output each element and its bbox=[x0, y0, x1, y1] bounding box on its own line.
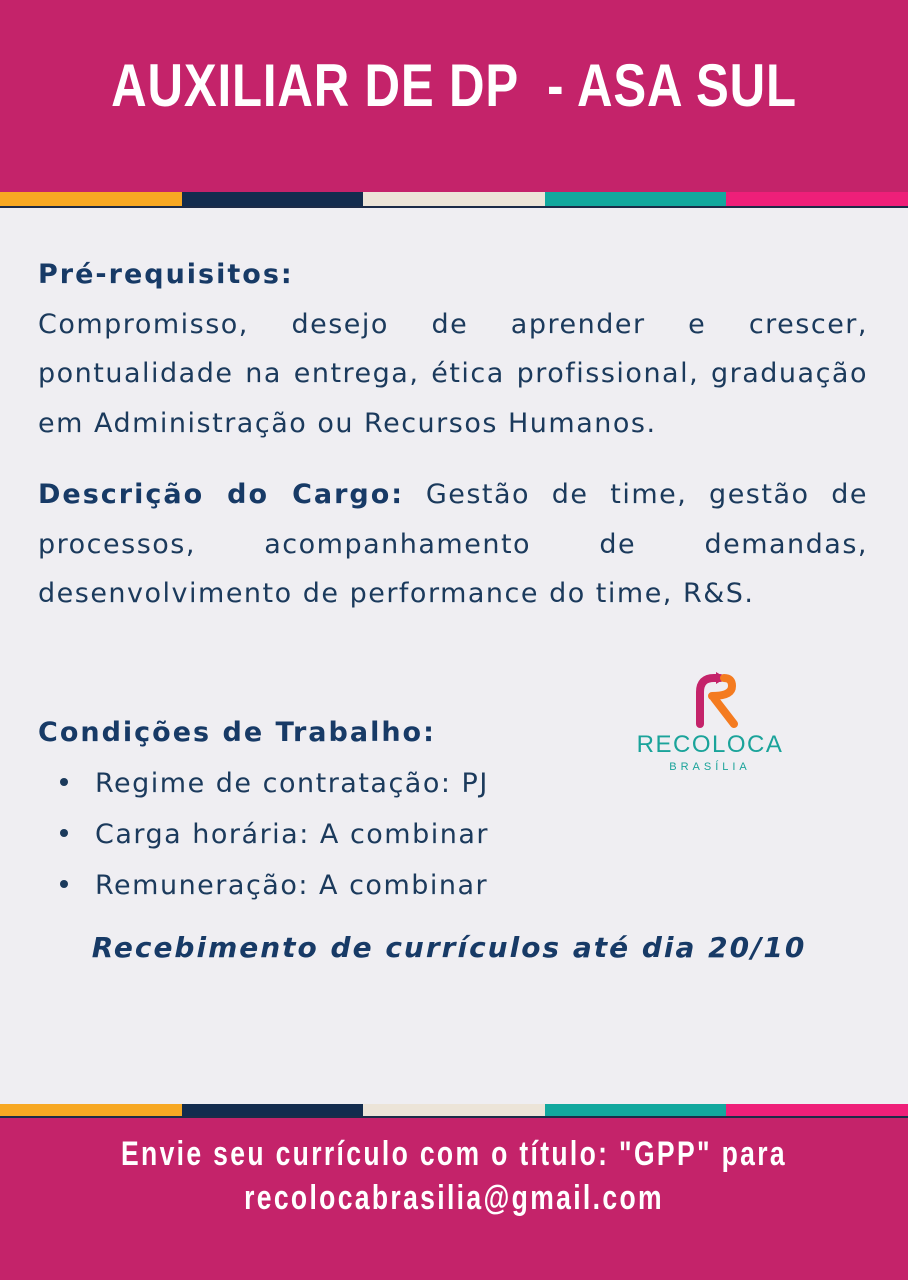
recoloca-r-arrow-logo-icon bbox=[620, 672, 800, 730]
condition-contract: Regime de contratação: PJ bbox=[95, 768, 489, 799]
job-description-text: Gestão de time, gestão de processos, acompanhamento de demandas, desenvolvimento de performance do time, R&S. bbox=[38, 479, 868, 609]
stripe-segment bbox=[545, 192, 727, 206]
stripe-segment bbox=[0, 192, 182, 206]
footer-email: recolocabrasilia@gmail.com bbox=[244, 1179, 664, 1217]
conditions-section bbox=[38, 707, 598, 911]
job-description-heading: Descrição do Cargo: bbox=[38, 479, 405, 510]
footer-line-1: Envie seu currículo com o título: "GPP" para bbox=[121, 1135, 787, 1173]
conditions-heading: Condições de Trabalho: bbox=[38, 717, 436, 748]
prerequisites-text: Compromisso, desejo de aprender e crescer, pontualidade na entrega, ética profissional, graduação em Administração ou Recursos Humanos. bbox=[38, 308, 868, 439]
recoloca-logo bbox=[620, 672, 800, 782]
job-details bbox=[38, 250, 868, 619]
stripe-segment bbox=[182, 192, 364, 206]
prerequisites-heading: Pré-requisitos: bbox=[38, 259, 294, 290]
bullet-icon bbox=[60, 880, 68, 888]
condition-hours: Carga horária: A combinar bbox=[95, 819, 490, 850]
stripe-underline-top bbox=[0, 206, 908, 208]
job-description-section bbox=[38, 470, 868, 619]
list-item bbox=[38, 809, 598, 860]
list-item bbox=[38, 860, 598, 911]
deadline-notice: Recebimento de currículos até dia 20/10 bbox=[91, 931, 807, 964]
condition-salary: Remuneração: A combinar bbox=[95, 870, 489, 901]
bullet-icon bbox=[60, 829, 68, 837]
stripe-segment bbox=[726, 192, 908, 206]
prerequisites-section bbox=[38, 250, 868, 448]
bullet-icon bbox=[60, 778, 68, 786]
logo-subtitle: BRASÍLIA bbox=[669, 761, 751, 773]
list-item bbox=[38, 758, 598, 809]
conditions-list bbox=[38, 758, 598, 911]
logo-name: RECOLOCA bbox=[636, 731, 784, 758]
footer-instructions bbox=[100, 1132, 808, 1220]
stripe-segment bbox=[363, 192, 545, 206]
color-stripe-top bbox=[0, 192, 908, 206]
page-title: AUXILIAR DE DP - ASA SUL bbox=[111, 52, 797, 119]
